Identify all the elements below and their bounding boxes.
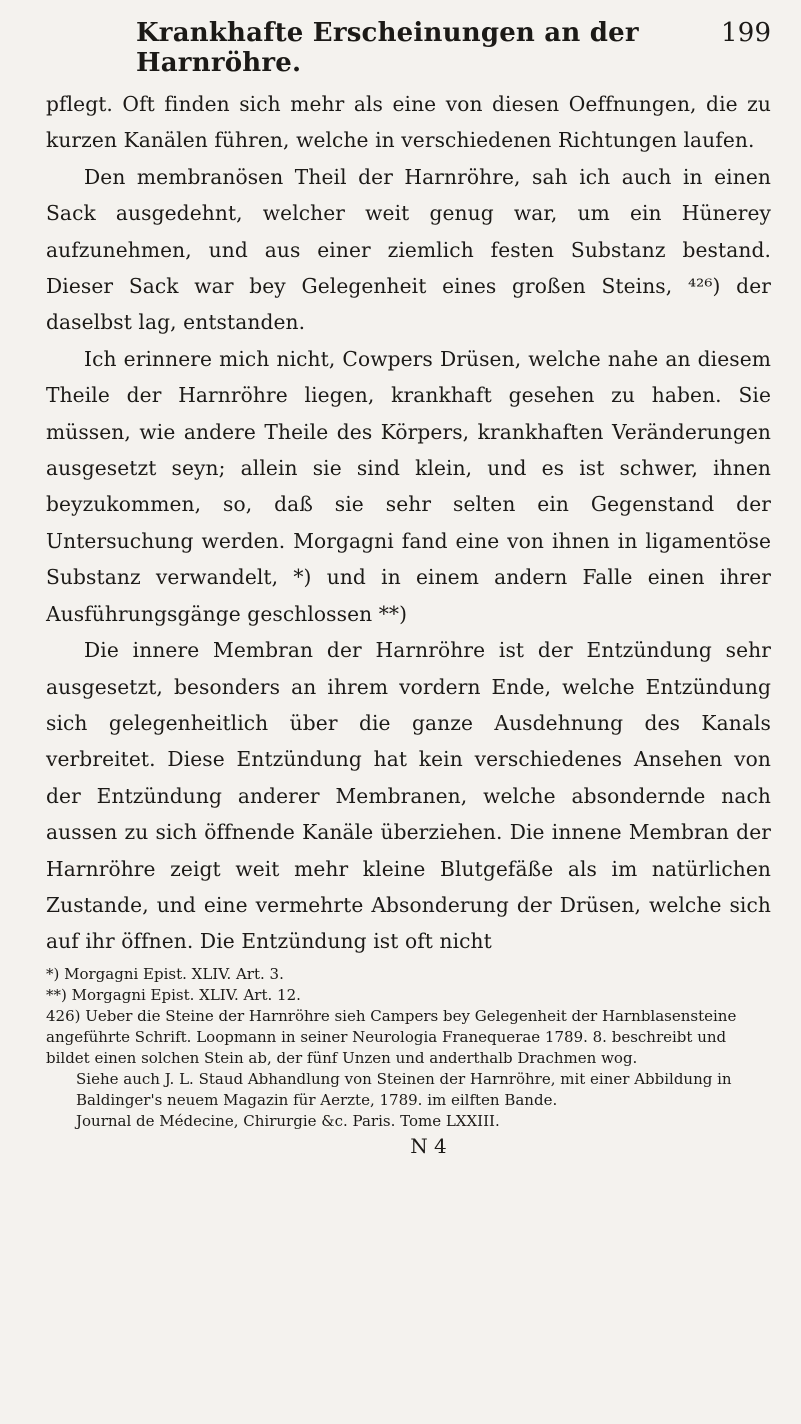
paragraph: Den membranösen Theil der Harnröhre, sah ich auch in einen Sack ausgedehnt, welcher weit genug war, um ein Hünerey aufzunehmen, und aus einer ziemlich festen Substanz bestand. Dieser Sack war bey Gelegenheit eines großen Steins, ⁴²⁶) der daselbst lag, entstanden. — [46, 164, 771, 335]
running-head-title: Krankhafte Erscheinungen an der Harnröhre. — [136, 18, 639, 78]
footnotes — [46, 964, 771, 1132]
footnote: 426) Ueber die Steine der Harnröhre sieh Campers bey Gelegenheit der Harnblasensteine angeführte Schrift. Loopmann in seiner Neurologia Franequerae 1789. 8. beschreibt und bildet einen solchen Stein ab, der fünf Unzen und anderthalb Drachmen wog. — [46, 1006, 737, 1067]
footnote: Journal de Médecine, Chirurgie &c. Paris. Tome LXXIII. — [76, 1111, 500, 1130]
footnote: *) Morgagni Epist. XLIV. Art. 3. — [46, 964, 284, 983]
paragraph: pflegt. Oft finden sich mehr als eine von diesen Oeffnungen, die zu kurzen Kanälen führen, welche in verschiedenen Richtungen laufen. — [46, 92, 771, 153]
printer-signature: N 4 — [410, 1133, 447, 1158]
page-number: 199 — [721, 18, 772, 48]
running-head — [136, 18, 771, 78]
footnote: **) Morgagni Epist. XLIV. Art. 12. — [46, 985, 301, 1004]
paragraph: Ich erinnere mich nicht, Cowpers Drüsen, welche nahe an diesem Theile der Harnröhre liegen, krankhaft gesehen zu haben. Sie müssen, wie andere Theile des Körpers, krankhaften Veränderungen ausgesetzt seyn; allein sie sind klein, und es ist schwer, ihnen beyzukommen, so, daß sie sehr selten ein Gegenstand der Untersuchung werden. Morgagni fand eine von ihnen in ligamentöse Substanz verwandelt, *) und in einem andern Falle einen ihrer Ausführungsgänge geschlossen **) — [46, 346, 771, 626]
footnote: Siehe auch J. L. Staud Abhandlung von Steinen der Harnröhre, mit einer Abbildung in Baldinger's neuem Magazin für Aerzte, 1789. im eilften Bande. — [76, 1069, 732, 1109]
body-text — [46, 86, 771, 960]
paragraph: Die innere Membran der Harnröhre ist der Entzündung sehr ausgesetzt, besonders an ihrem vordern Ende, welche Entzündung sich gelegenheitlich über die ganze Ausdehnung des Kanals verbreitet. Diese Entzündung hat kein verschiedenes Ansehen von der Entzündung anderer Membranen, welche absondernde nach aussen zu sich öffnende Kanäle überziehen. Die innene Membran der Harnröhre zeigt weit mehr kleine Blutgefäße als im natürlichen Zustande, und eine vermehrte Absonderung der Drüsen, welche sich auf ihr öffnen. Die Entzündung ist oft nicht — [46, 638, 771, 954]
